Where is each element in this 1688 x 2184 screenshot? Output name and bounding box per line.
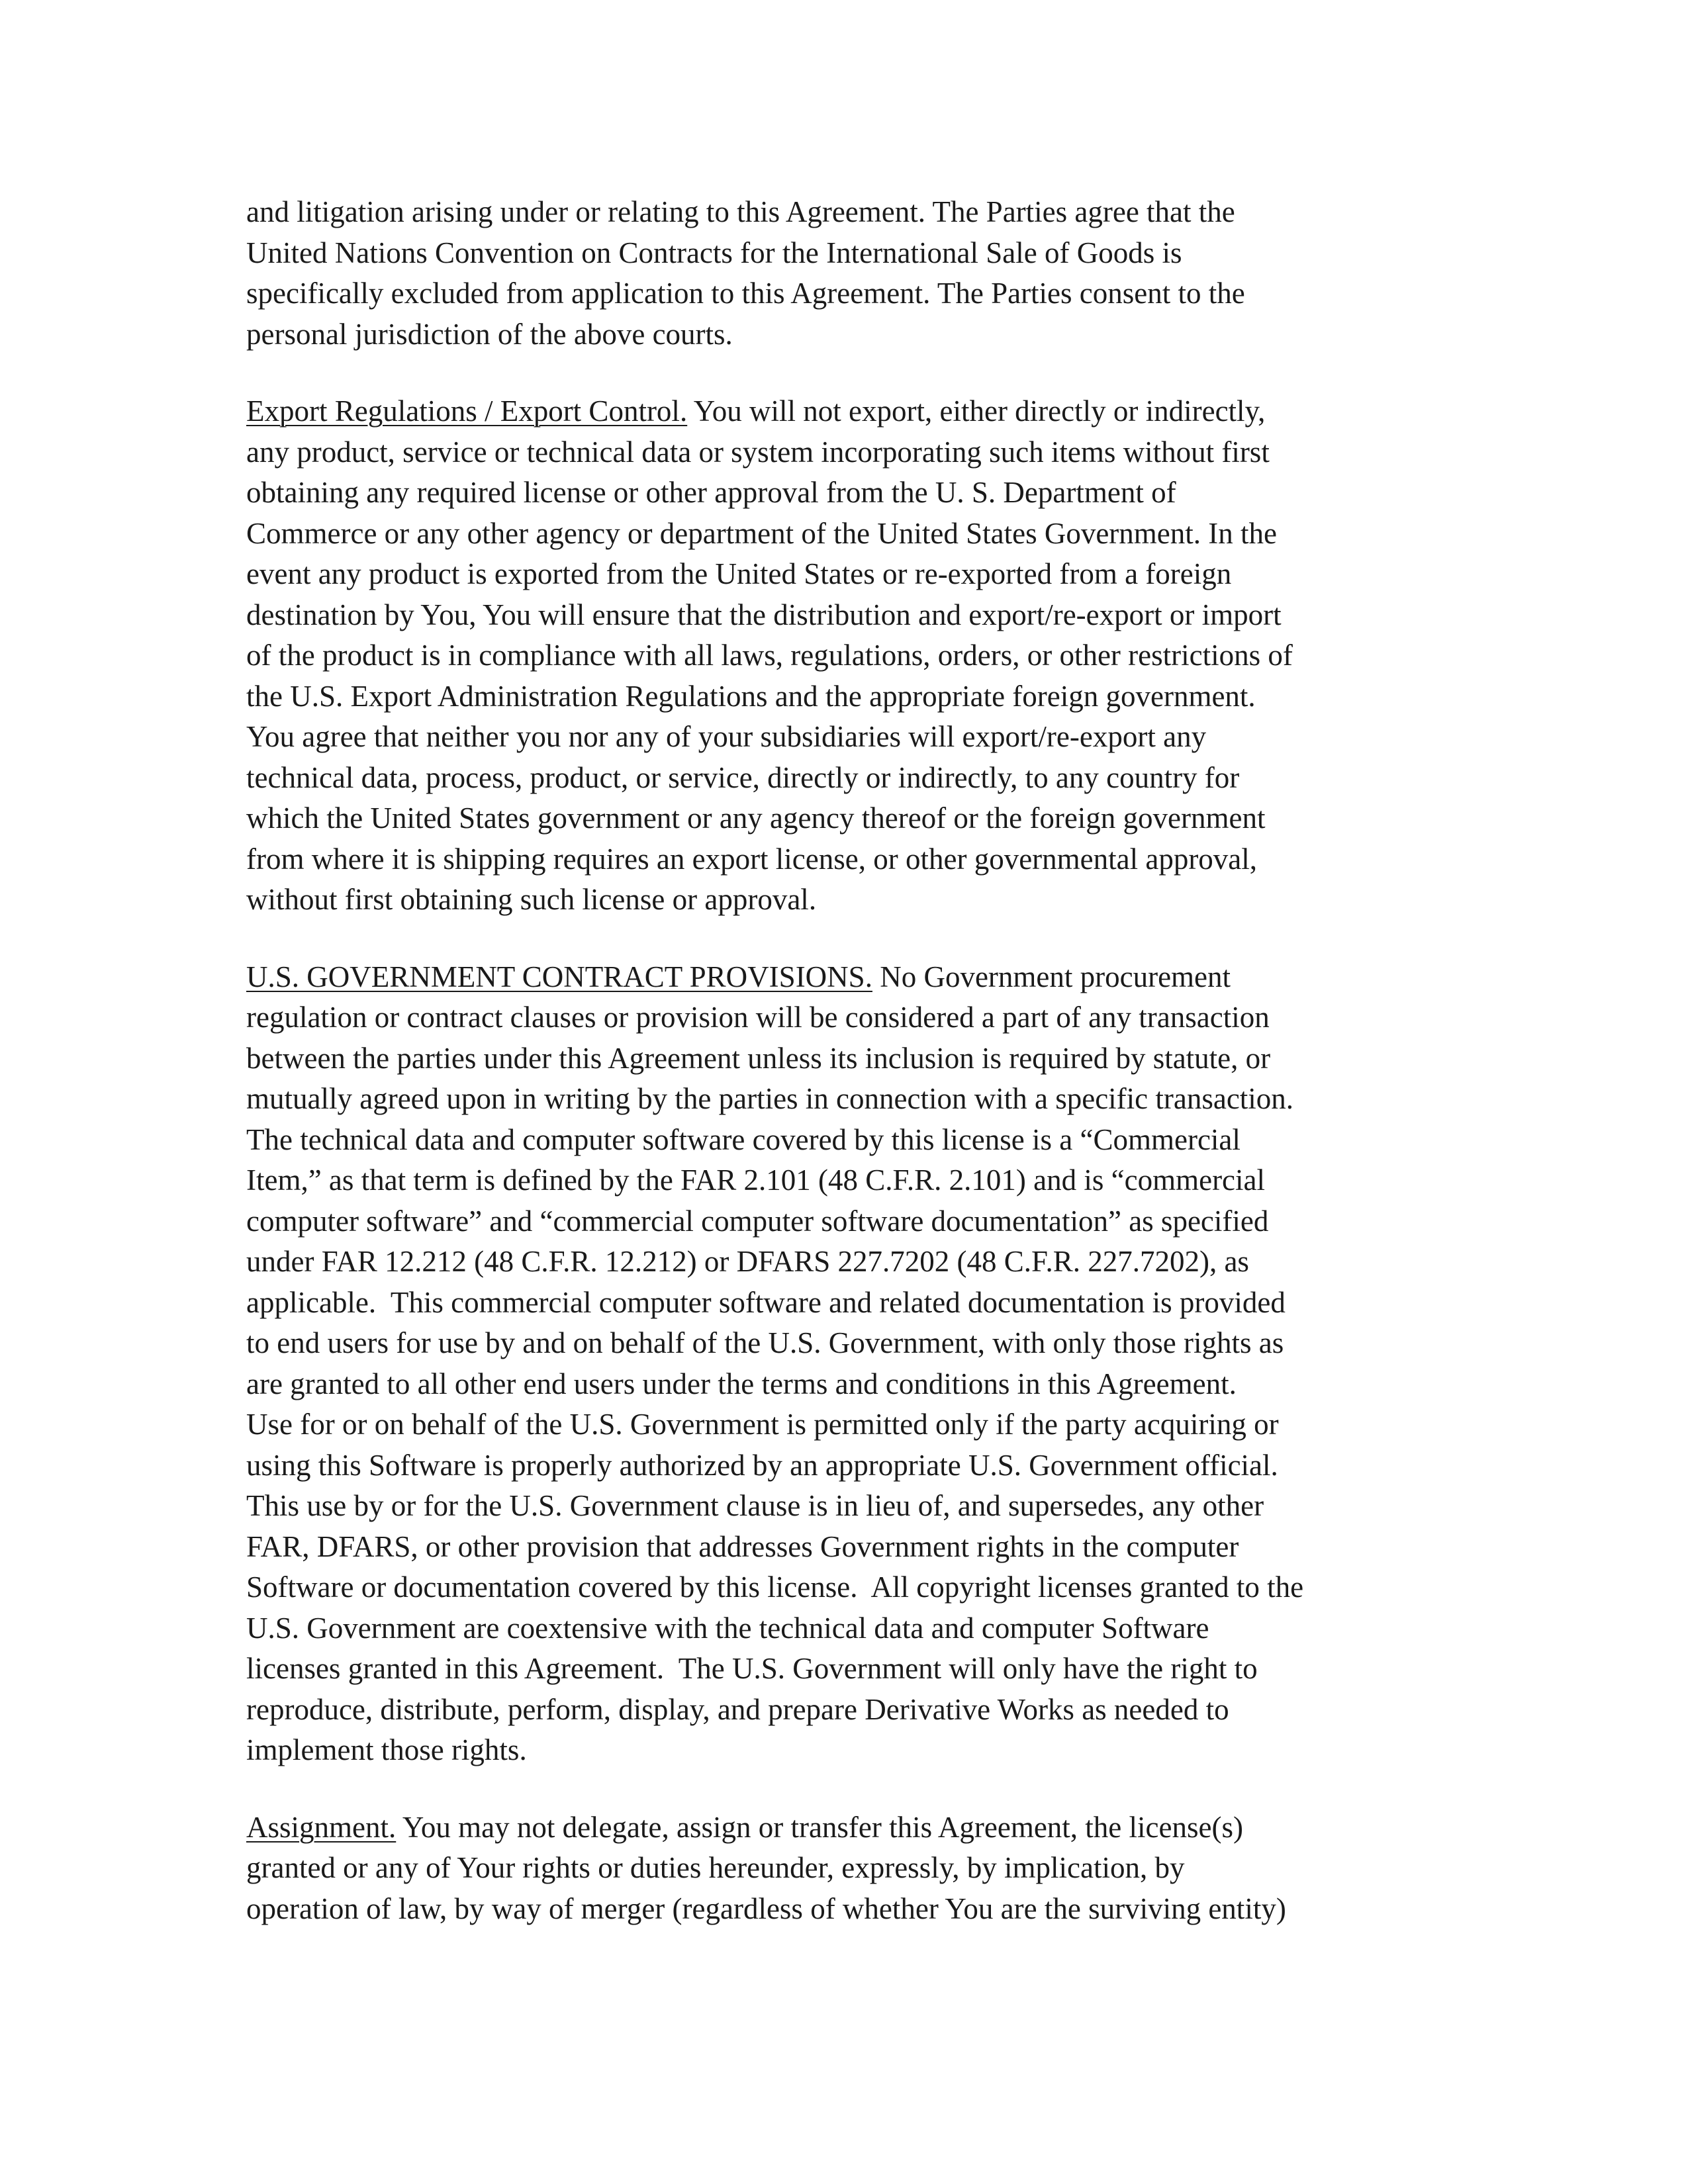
text-line: to end users for use by and on behalf of the U.S. Government, with only those rights as: [246, 1326, 1284, 1359]
section-heading-assignment: Assignment.: [246, 1810, 397, 1844]
document-page: [246, 192, 1451, 1966]
text-line: [246, 391, 1451, 432]
text-line: Item,” as that term is defined by the FAR 2.101 (48 C.F.R. 2.101) and is “commercial: [246, 1163, 1266, 1197]
text-line: This use by or for the U.S. Government clause is in lieu of, and supersedes, any other: [246, 1489, 1264, 1522]
text-line: granted or any of Your rights or duties hereunder, expressly, by implication, by: [246, 1851, 1185, 1884]
text-line: reproduce, distribute, perform, display, and prepare Derivative Works as needed to: [246, 1692, 1229, 1726]
text-line: are granted to all other end users under the terms and conditions in this Agreement.: [246, 1367, 1237, 1400]
text-line: licenses granted in this Agreement. The U.S. Government will only have the right to: [246, 1652, 1258, 1685]
section-heading-export-regulations: Export Regulations / Export Control.: [246, 394, 688, 428]
text-line: which the United States government or any agency thereof or the foreign government: [246, 801, 1266, 835]
text-line: [246, 1807, 1451, 1848]
text-run: You may not delegate, assign or transfer this Agreement, the license(s): [396, 1810, 1243, 1844]
text-line: of the product is in compliance with all laws, regulations, orders, or other restrictions of: [246, 639, 1293, 672]
text-line: computer software” and “commercial computer software documentation” as specified: [246, 1204, 1269, 1238]
paragraph-assignment: [246, 1807, 1451, 1930]
text-run: No Government procurement: [872, 960, 1231, 993]
text-line: regulation or contract clauses or provision will be considered a part of any transaction: [246, 1001, 1270, 1034]
text-line: any product, service or technical data or system incorporating such items without first: [246, 435, 1270, 469]
text-line: implement those rights.: [246, 1733, 527, 1766]
text-line: destination by You, You will ensure that the distribution and export/re-export or import: [246, 598, 1282, 631]
text-line: and litigation arising under or relating to this Agreement. The Parties agree that the: [246, 195, 1235, 228]
text-line: personal jurisdiction of the above courts.: [246, 317, 733, 351]
text-run: You will not export, either directly or indirectly,: [687, 394, 1266, 428]
text-line: United Nations Convention on Contracts for the International Sale of Goods is: [246, 236, 1182, 269]
text-line: operation of law, by way of merger (regardless of whether You are the surviving entity): [246, 1891, 1286, 1925]
text-line: applicable. This commercial computer software and related documentation is provided: [246, 1285, 1286, 1319]
paragraph-export-regulations: [246, 391, 1451, 921]
text-line: between the parties under this Agreement unless its inclusion is required by statute, or: [246, 1041, 1271, 1075]
text-line: from where it is shipping requires an export license, or other governmental approval,: [246, 842, 1258, 876]
text-line: U.S. Government are coextensive with the technical data and computer Software: [246, 1611, 1209, 1645]
text-line: using this Software is properly authorized by an appropriate U.S. Government official.: [246, 1448, 1278, 1482]
text-line: You agree that neither you nor any of your subsidiaries will export/re-export any: [246, 720, 1207, 753]
text-line: without first obtaining such license or approval.: [246, 883, 817, 916]
text-line: Commerce or any other agency or department of the United States Government. In the: [246, 516, 1277, 550]
text-line: [246, 957, 1451, 998]
text-line: FAR, DFARS, or other provision that addresses Government rights in the computer: [246, 1529, 1239, 1563]
text-line: under FAR 12.212 (48 C.F.R. 12.212) or DFARS 227.7202 (48 C.F.R. 227.7202), as: [246, 1245, 1249, 1278]
text-line: event any product is exported from the United States or re-exported from a foreign: [246, 557, 1232, 590]
section-heading-us-government: U.S. GOVERNMENT CONTRACT PROVISIONS.: [246, 960, 872, 993]
paragraph-governing-law-continued: [246, 192, 1451, 355]
text-line: mutually agreed upon in writing by the parties in connection with a specific transaction.: [246, 1082, 1294, 1115]
text-line: The technical data and computer software covered by this license is a “Commercial: [246, 1122, 1241, 1156]
text-line: the U.S. Export Administration Regulations and the appropriate foreign government.: [246, 679, 1256, 713]
text-line: Software or documentation covered by this license. All copyright licenses granted to the: [246, 1570, 1304, 1604]
text-line: technical data, process, product, or service, directly or indirectly, to any country for: [246, 760, 1240, 794]
text-line: specifically excluded from application to this Agreement. The Parties consent to the: [246, 277, 1245, 310]
paragraph-us-government-provisions: [246, 957, 1451, 1771]
text-line: obtaining any required license or other approval from the U. S. Department of: [246, 476, 1176, 509]
text-line: Use for or on behalf of the U.S. Government is permitted only if the party acquiring or: [246, 1408, 1279, 1441]
